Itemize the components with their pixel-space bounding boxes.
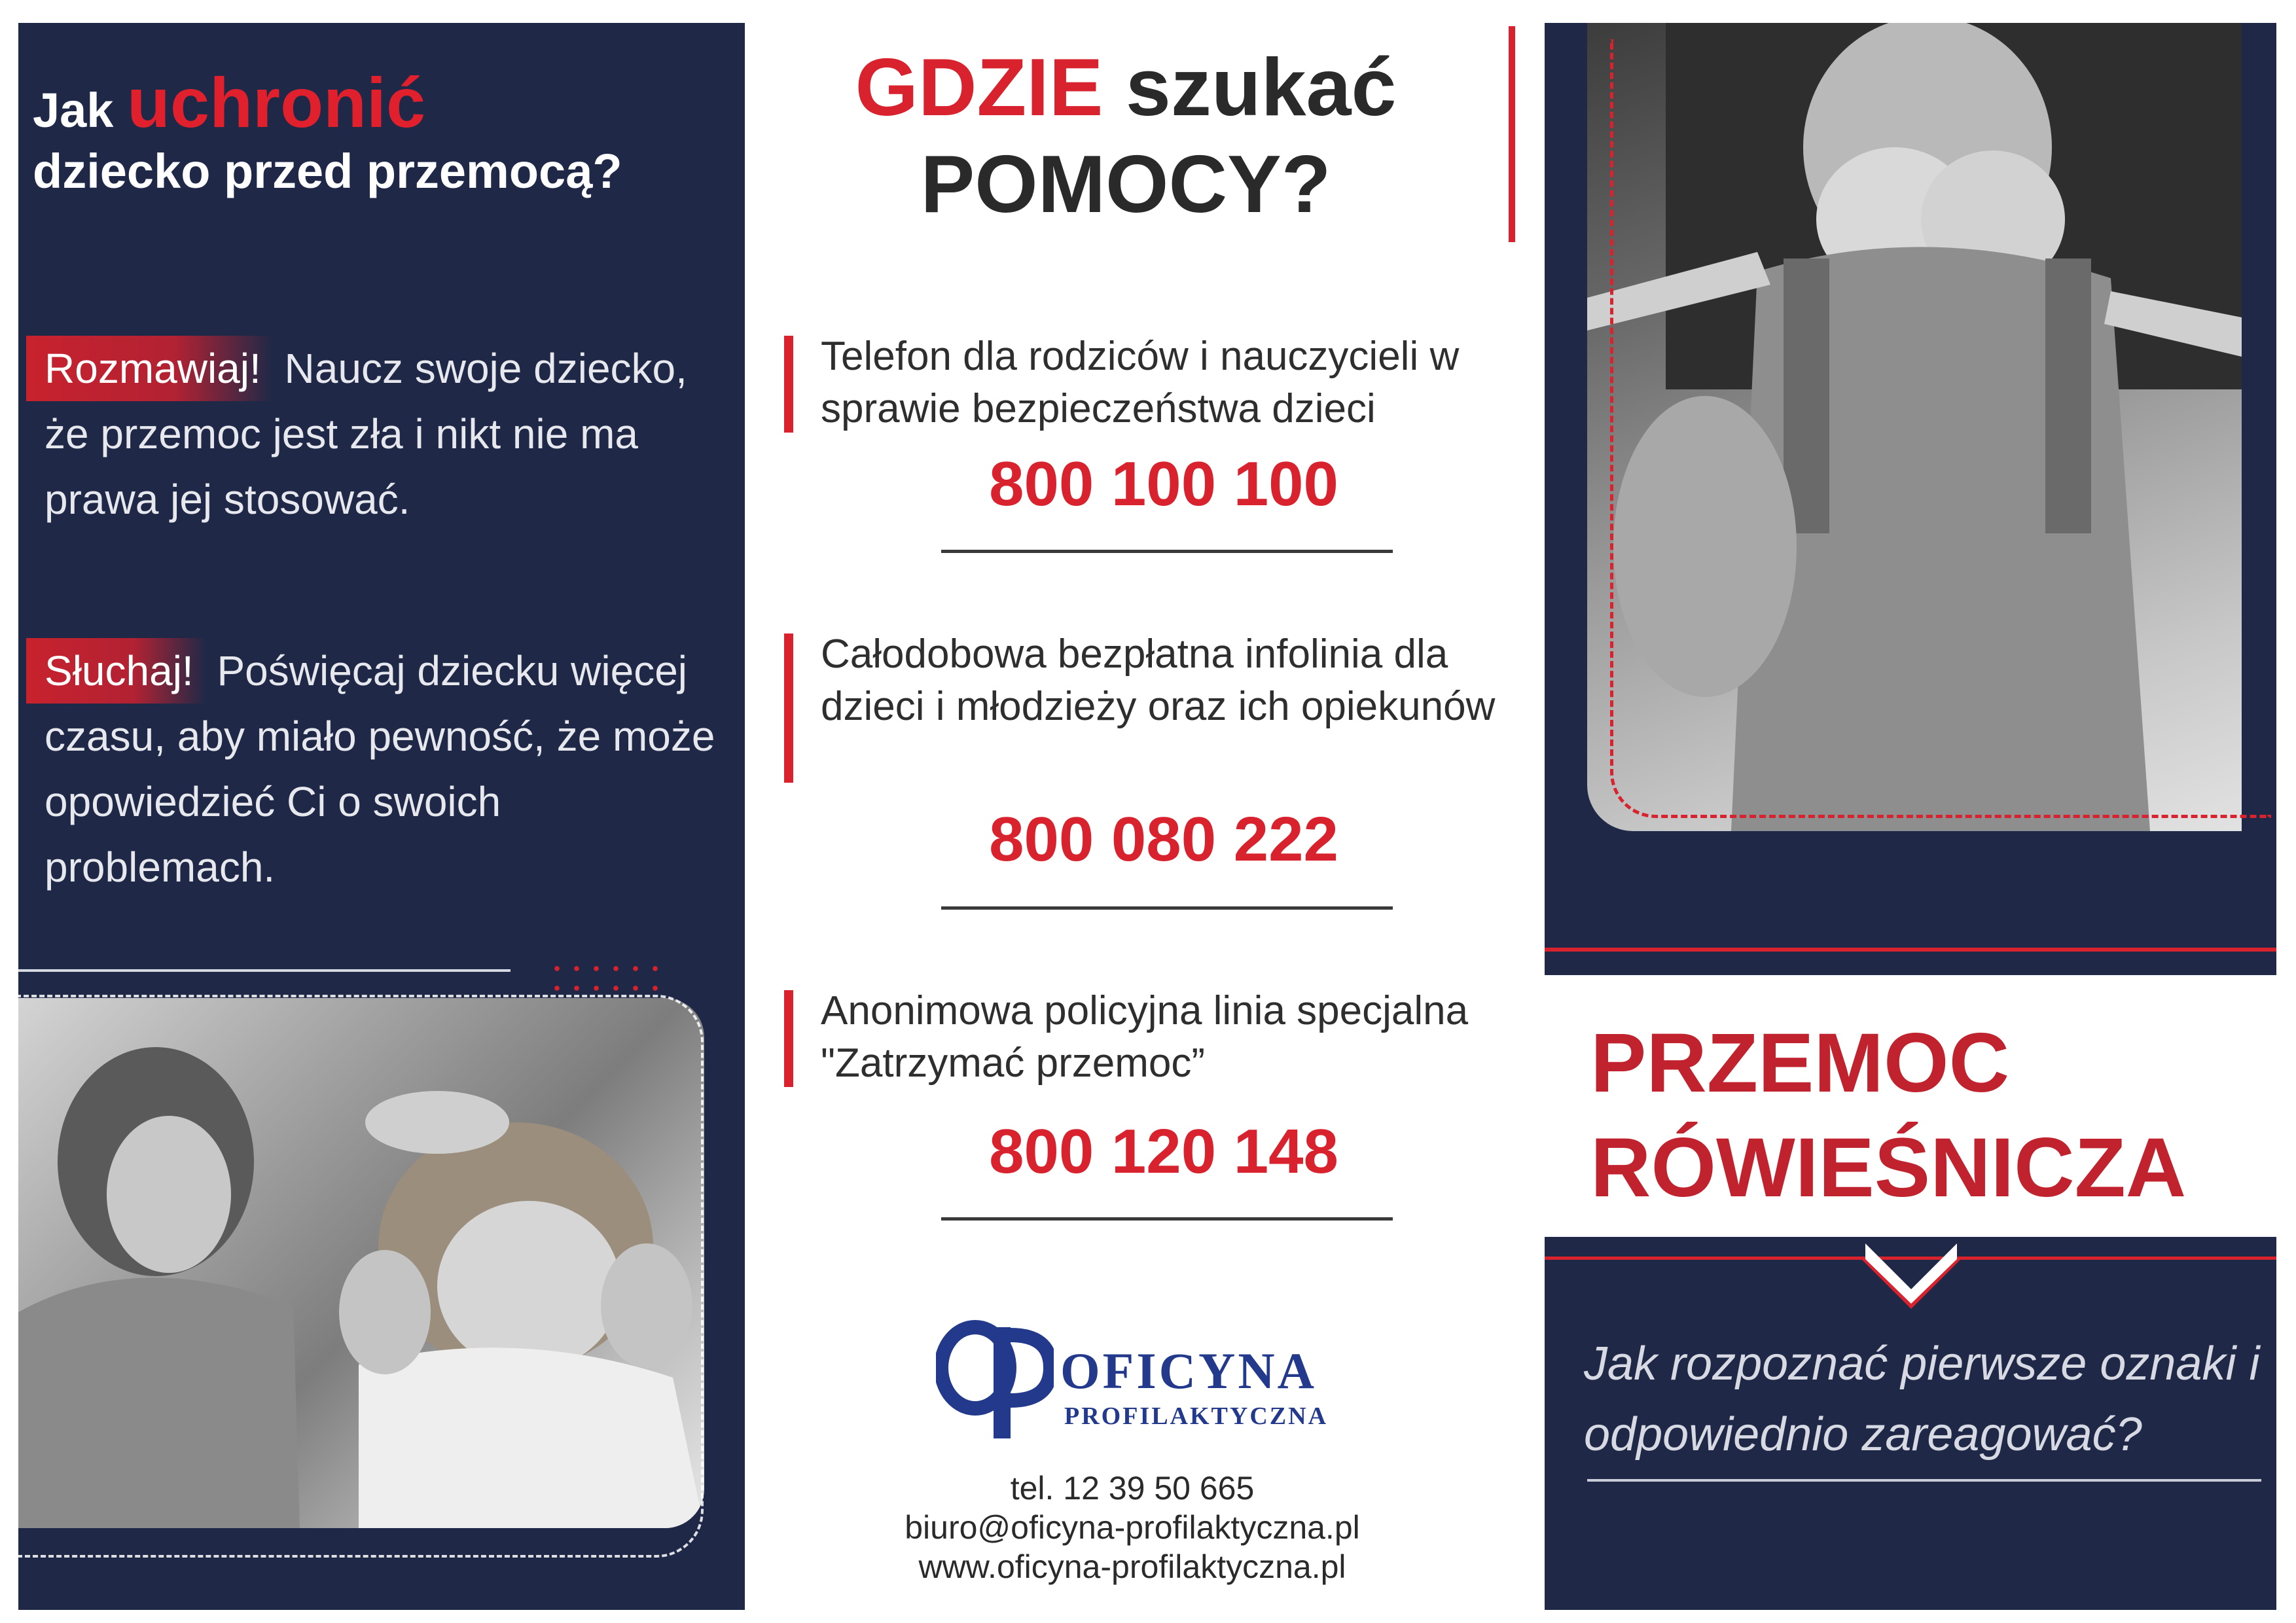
cover-question: Jak rozpoznać pierwsze oznaki i odpowiednio zareagować? — [1584, 1338, 2260, 1461]
cover-bottom-divider — [1587, 1479, 2261, 1482]
helpline-number[interactable]: 800 120 148 — [989, 1116, 1338, 1186]
title-prefix: Jak — [33, 83, 114, 137]
contact-website[interactable]: www.oficyna-profilaktyczna.pl — [918, 1548, 1346, 1585]
helpline-description: Całodobowa bezpłatna infolinia dla dzieci i młodzieży oraz ich opiekunów — [821, 632, 1496, 729]
tip-listen-text: Poświęcaj dziecku więcej czasu, aby miało pewność, że może opowiedzieć Ci o swoich problemach. — [45, 647, 715, 891]
tip-talk-lead: Rozmawiaj! — [26, 336, 273, 401]
helpline-number[interactable]: 800 100 100 — [989, 449, 1338, 519]
heading-where: GDZIE — [855, 43, 1103, 133]
tip-talk-text: Naucz swoje dziecko, że przemoc jest zła i nikt nie ma prawa jej stosować. — [45, 345, 687, 523]
heading-help: POMOCY? — [920, 139, 1331, 230]
helpline-description: Anonimowa policyjna linia specjalna "Zatrzymać przemoc” — [821, 988, 1469, 1086]
chevron-down-icon — [1859, 1243, 1964, 1315]
helpline-marker — [784, 336, 793, 433]
help-heading — [746, 39, 1505, 233]
title-emphasis: uchronić — [127, 63, 426, 142]
cover-title — [1590, 1011, 2271, 1221]
publisher-logo — [936, 1315, 1355, 1440]
helpline-divider — [941, 1217, 1393, 1221]
logo-name: OFICYNA — [1060, 1342, 1317, 1399]
helpline-marker — [784, 633, 793, 783]
left-divider — [18, 969, 511, 972]
cover-title-line2: RÓWIEŚNICZA — [1590, 1121, 2187, 1215]
cover-red-rule — [1545, 948, 2276, 952]
helpline-number[interactable]: 800 080 222 — [989, 804, 1338, 874]
title-line2: dziecko przed przemocą? — [33, 144, 622, 199]
op-monogram-icon — [936, 1315, 1054, 1440]
helpline-description: Telefon dla rodziców i nauczycieli w sprawie bezpieczeństwa dzieci — [821, 334, 1460, 431]
cover-title-line1: PRZEMOC — [1590, 1016, 2009, 1110]
helpline-divider — [941, 550, 1393, 553]
left-title — [33, 62, 726, 199]
helpline-marker — [784, 990, 793, 1087]
tip-listen — [45, 638, 738, 900]
heading-search: szukać — [1103, 43, 1397, 133]
contact-email[interactable]: biuro@oficyna-profilaktyczna.pl — [905, 1509, 1360, 1546]
photo-dashed-frame — [0, 995, 704, 1558]
fold-accent-line — [1509, 26, 1515, 242]
tip-listen-lead: Słuchaj! — [26, 638, 206, 704]
contact-phone[interactable]: tel. 12 39 50 665 — [1010, 1470, 1255, 1507]
tip-talk — [45, 336, 738, 532]
photo-dashed-frame — [1610, 39, 2271, 818]
logo-subtitle: PROFILAKTYCZNA — [1064, 1402, 1329, 1430]
helpline-divider — [941, 906, 1393, 910]
